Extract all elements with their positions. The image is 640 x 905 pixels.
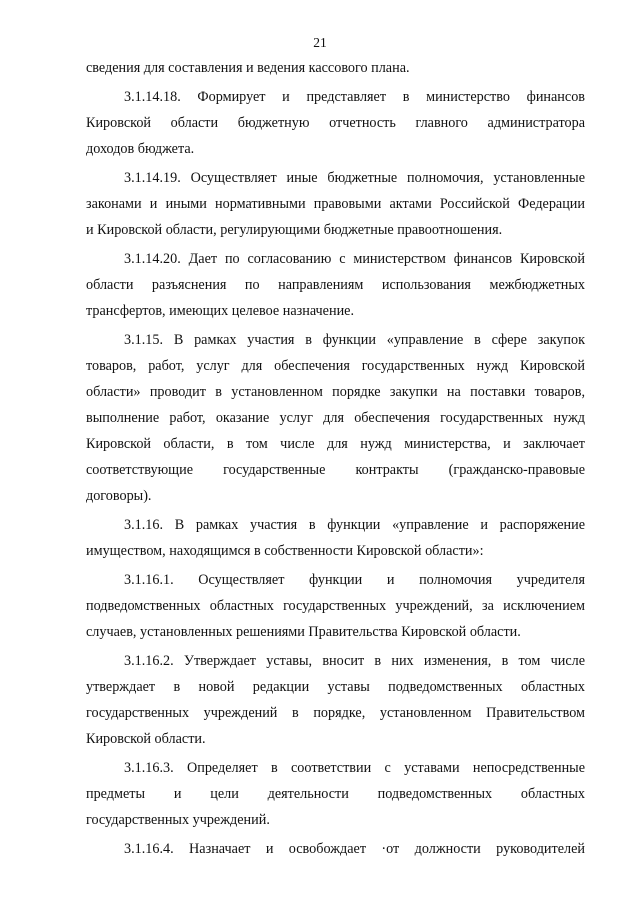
paragraph-3-1-14-18	[86, 84, 585, 162]
text-line: сведения для составления и ведения кассового плана.	[86, 60, 410, 76]
text-line: Кировской области.	[86, 731, 206, 747]
text-line: товаров, работ, услуг для обеспечения государственных нужд Кировской	[86, 358, 585, 374]
text-line: государственных учреждений.	[86, 812, 270, 828]
paragraph-3-1-16-2	[86, 648, 585, 752]
paragraph-3-1-16-4	[86, 836, 585, 862]
paragraph-3-1-14-20	[86, 246, 585, 324]
page-number: 21	[313, 35, 327, 50]
text-line: 3.1.14.20. Дает по согласованию с министерством финансов Кировской	[124, 251, 585, 267]
text-line: 3.1.15. В рамках участия в функции «управление в сфере закупок	[124, 332, 585, 348]
paragraph-3-1-16-1	[86, 567, 585, 645]
text-line: имуществом, находящимся в собственности Кировской области»:	[86, 543, 484, 559]
text-line: области разъяснения по направлениям использования межбюджетных	[86, 277, 585, 293]
text-line: соответствующие государственные контракты (гражданско-правовые	[86, 462, 585, 478]
text-line: законами и иными нормативными правовыми актами Российской Федерации	[86, 196, 585, 212]
text-line: утверждает в новой редакции уставы подведомственных областных	[86, 679, 585, 695]
document-body	[86, 55, 585, 862]
text-line: 3.1.16.4. Назначает и освобождает ·от должности руководителей	[124, 841, 585, 857]
text-line: доходов бюджета.	[86, 141, 195, 157]
text-line: области» проводит в установленном порядке закупки на поставки товаров,	[86, 384, 585, 400]
text-line: государственных учреждений в порядке, установленном Правительством	[86, 705, 585, 721]
text-line: Кировской области бюджетную отчетность главного администратора	[86, 115, 585, 131]
paragraph-3-1-15	[86, 327, 585, 509]
text-line: случаев, установленных решениями Правительства Кировской области.	[86, 624, 521, 640]
text-line: подведомственных областных государственных учреждений, за исключением	[86, 598, 585, 614]
text-line: 3.1.16.3. Определяет в соответствии с уставами непосредственные	[124, 760, 585, 776]
paragraph-3-1-16	[86, 512, 585, 564]
text-line: 3.1.16.2. Утверждает уставы, вносит в них изменения, в том числе	[124, 653, 585, 669]
paragraph-3-1-16-3	[86, 755, 585, 833]
text-line: 3.1.16. В рамках участия в функции «управление и распоряжение	[124, 517, 585, 533]
text-line: трансфертов, имеющих целевое назначение.	[86, 303, 355, 319]
text-line: 3.1.14.18. Формирует и представляет в министерство финансов	[124, 89, 585, 105]
text-line: 3.1.14.19. Осуществляет иные бюджетные полномочия, установленные	[124, 170, 585, 186]
text-line: Кировской области, в том числе для нужд министерства, и заключает	[86, 436, 585, 452]
paragraph-continuation	[86, 55, 585, 81]
text-line: выполнение работ, оказание услуг для обеспечения государственных нужд	[86, 410, 585, 426]
paragraph-3-1-14-19	[86, 165, 585, 243]
text-line: предметы и цели деятельности подведомственных областных	[86, 786, 585, 802]
text-line: 3.1.16.1. Осуществляет функции и полномочия учредителя	[124, 572, 585, 588]
text-line: договоры).	[86, 488, 152, 504]
text-line: и Кировской области, регулирующими бюджетные правоотношения.	[86, 222, 503, 238]
